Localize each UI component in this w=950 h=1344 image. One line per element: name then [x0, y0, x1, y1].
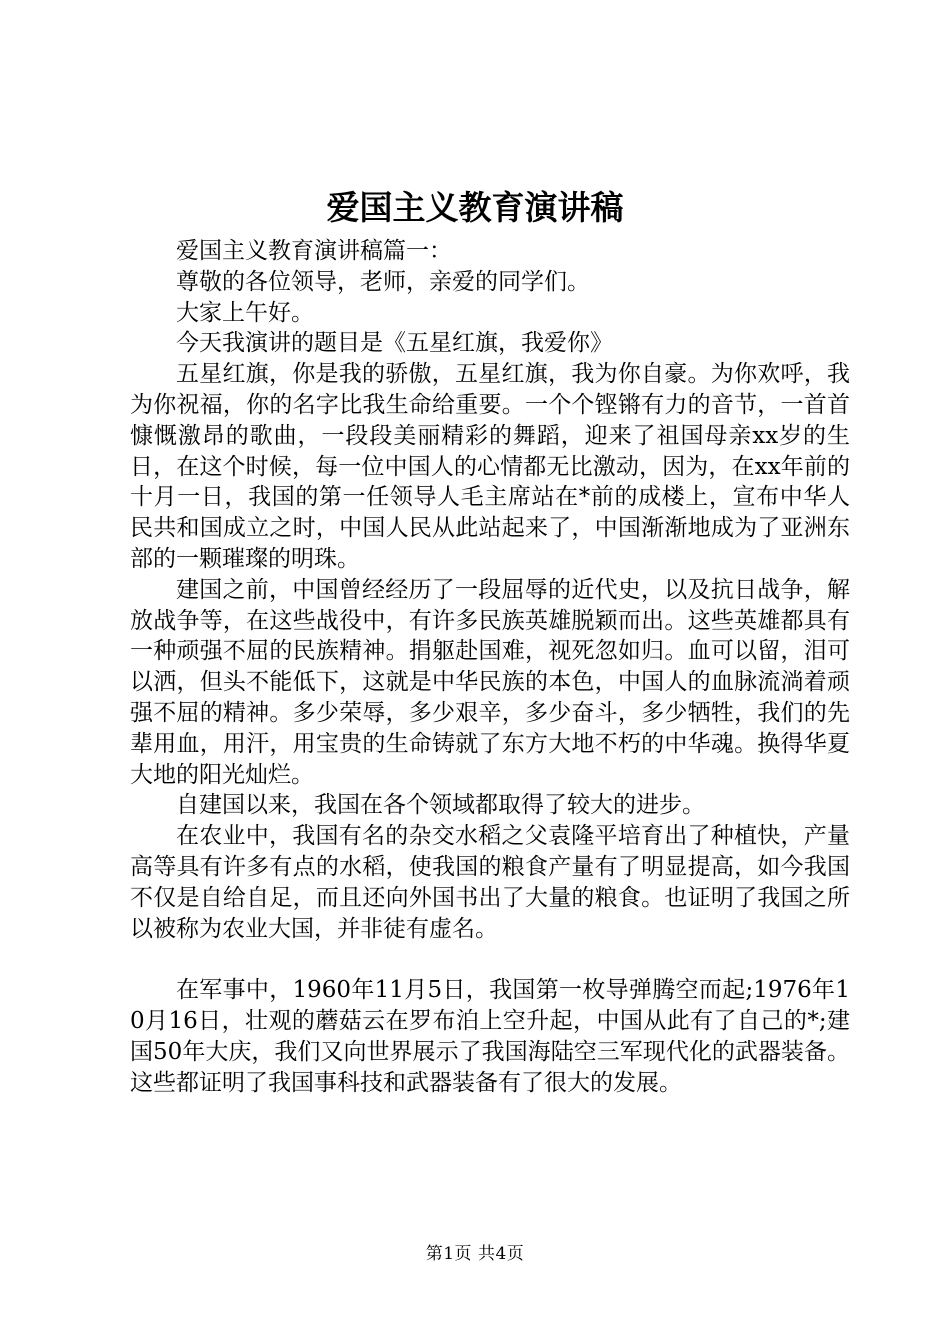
- document-body: [130, 236, 850, 1098]
- paragraph-history: 建国之前，中国曾经经历了一段屈辱的近代史，以及抗日战争，解放战争等，在这些战役中，有许多民族英雄脱颖而出。这些英雄都具有一种顽强不屈的民族精神。捐躯赴国难，视死忽如归。血可以留，泪可以洒，但头不能低下，这就是中华民族的本色，中国人的血脉流淌着顽强不屈的精神。多少荣辱，多少艰辛，多少奋斗，多少牺牲，我们的先辈用血，用汗，用宝贵的生命铸就了东方大地不朽的中华魂。换得华夏大地的阳光灿烂。: [130, 576, 850, 788]
- paragraph-good-morning: 大家上午好。: [176, 299, 314, 326]
- paragraph-progress: 自建国以来，我国在各个领域都取得了较大的进步。: [176, 792, 705, 819]
- paragraph-greeting: 尊敬的各位领导，老师，亲爱的同学们。: [176, 268, 590, 295]
- paragraph-flag: 五星红旗，你是我的骄傲，五星红旗，我为你自豪。为你欢呼，我为你祝福，你的名字比我生命给重要。一个个铿锵有力的音节，一首首慷慨激昂的歌曲，一段段美丽精彩的舞蹈，迎来了祖国母亲xx岁的生日，在这个时候，每一位中国人的心情都无比激动，因为，在xx年前的十月一日，我国的第一任领导人毛主席站在*前的成楼上，宣布中华人民共和国成立之时，中国人民从此站起来了，中国渐渐地成为了亚洲东部的一颗璀璨的明珠。: [130, 361, 850, 572]
- paragraph-spacer: [130, 944, 850, 975]
- paragraph-agriculture: 在农业中，我国有名的杂交水稻之父袁隆平培育出了种植快，产量高等具有许多有点的水稻，使我国的粮食产量有了明显提高，如今我国不仅是自给自足，而且还向外国书出了大量的粮食。也证明了我国之所以被称为农业大国，并非徒有虚名。: [130, 823, 850, 942]
- paragraph-military: 在军事中，1960年11月5日，我国第一枚导弹腾空而起;1976年10月16日，壮观的蘑菇云在罗布泊上空升起，中国从此有了自己的*;建国50年大庆，我们又向世界展示了我国海陆空三军现代化的武器装备。这些都证明了我国事科技和武器装备有了很大的发展。: [130, 977, 850, 1096]
- paragraph-section-heading: 爱国主义教育演讲稿篇一：: [176, 238, 452, 264]
- page-number-footer: 第1页 共4页: [425, 1244, 525, 1264]
- paragraph-speech-topic: 今天我演讲的题目是《五星红旗，我爱你》: [176, 330, 613, 357]
- document-title: 爱国主义教育演讲稿: [326, 188, 624, 227]
